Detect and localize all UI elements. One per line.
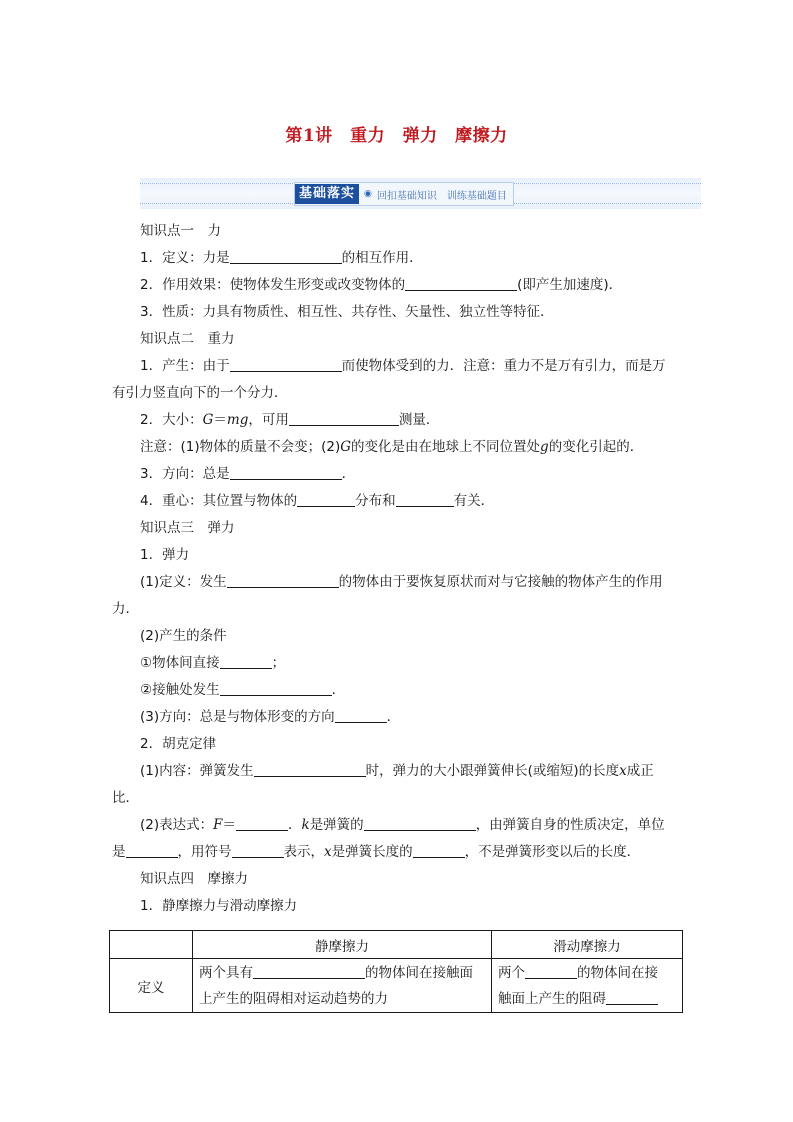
text-line [112, 758, 687, 785]
fill-blank[interactable] [220, 651, 272, 669]
line-text: ，可用 [248, 412, 289, 428]
line-text: 力． [112, 601, 139, 617]
line-text: 的物体间在接触面 [365, 964, 473, 981]
line-text: ． [386, 709, 401, 725]
cell-line [199, 986, 485, 1012]
fill-blank[interactable] [220, 678, 332, 696]
line-text: 而使物体受到的力．注意：重力不是万有引力，而是万 [341, 358, 666, 374]
table-cell [492, 959, 683, 1013]
line-text: 成正 [626, 763, 654, 779]
fill-blank[interactable] [230, 462, 342, 480]
table-cell [193, 959, 492, 1013]
cell-text [492, 960, 682, 1012]
line-text: ； [271, 655, 286, 671]
heading-text: 知识点三 弹力 [140, 520, 235, 536]
line-text: ，不是弹簧形变以后的长度． [464, 844, 641, 860]
fill-blank[interactable] [253, 961, 365, 979]
fill-blank[interactable] [297, 489, 355, 507]
line-text: ＝ [222, 817, 236, 833]
fill-blank[interactable] [230, 354, 342, 372]
text-line [112, 272, 687, 299]
math-var: x [324, 844, 332, 860]
line-text: 分布和 [355, 493, 396, 509]
table-header-cell: 静摩擦力 [193, 931, 492, 959]
line-text: 是弹簧长度的 [331, 844, 413, 860]
fill-blank[interactable] [525, 961, 577, 979]
line-text: 比． [112, 790, 139, 806]
fill-blank[interactable] [405, 273, 517, 291]
line-text: (2)表达式： [140, 817, 214, 833]
text-line [112, 650, 687, 677]
math-var: mg [226, 412, 249, 428]
banner-tag: 基础落实 [295, 184, 359, 204]
line-text: 有关． [453, 493, 495, 509]
fill-blank[interactable] [396, 489, 454, 507]
line-text: (3)方向：总是与物体形变的方向 [140, 709, 335, 725]
fill-blank[interactable] [364, 813, 476, 831]
line-text: 的相互作用． [341, 250, 423, 266]
text-line [112, 407, 687, 434]
math-var: x [619, 763, 627, 779]
table-row [110, 959, 683, 1013]
line-text: 两个具有 [199, 964, 253, 981]
fill-blank[interactable] [236, 813, 288, 831]
heading-text: 知识点四 摩擦力 [140, 871, 248, 887]
fill-blank[interactable] [227, 570, 339, 588]
math-var: F [213, 817, 223, 833]
fill-blank[interactable] [254, 759, 366, 777]
section-heading [112, 515, 687, 542]
heading-text: 知识点二 重力 [140, 331, 235, 347]
friction-table [109, 930, 683, 1013]
line-text: 3．性质：力具有物质性、相互性、共存性、矢量性、独立性等特征． [140, 304, 554, 320]
cell-text [193, 960, 491, 1012]
text-line [112, 893, 687, 920]
section-banner [140, 178, 701, 209]
table-header-cell [110, 931, 193, 959]
fill-blank[interactable] [413, 840, 465, 858]
line-text: ． [341, 466, 356, 482]
text-line [112, 677, 687, 704]
line-text: ． [288, 817, 302, 833]
line-text: ＝ [213, 412, 227, 428]
line-text: 测量． [398, 412, 440, 428]
page-title: 第1讲 重力 弹力 摩擦力 [285, 126, 508, 146]
cell-line [199, 960, 485, 986]
banner-subtitle: 回扣基础知识 训练基础题目 [376, 190, 507, 202]
section-heading [112, 866, 687, 893]
table-header-row [110, 931, 683, 959]
line-text: 1．静摩擦力与滑动摩擦力 [140, 898, 298, 914]
line-text: 的变化引起的． [548, 439, 644, 455]
text-line [112, 299, 687, 326]
line-text: 是 [112, 844, 126, 860]
text-line [112, 623, 687, 650]
line-text: 是弹簧的 [309, 817, 364, 833]
line-text: (2)产生的条件 [140, 628, 227, 644]
cell-line [498, 986, 676, 1012]
banner-badge [294, 182, 514, 206]
text-line [112, 839, 687, 866]
line-text: 时，弹力的大小跟弹簧伸长(或缩短)的长度 [365, 763, 620, 779]
line-text: 2．作用效果：使物体发生形变或改变物体的 [140, 277, 406, 293]
line-text: 有引力竖直向下的一个分力． [112, 385, 288, 401]
text-line [112, 569, 687, 596]
text-line [112, 488, 687, 515]
line-text: 2．大小： [140, 412, 203, 428]
math-var: g [540, 439, 549, 455]
line-text: 3．方向：总是 [140, 466, 230, 482]
table-header-cell: 滑动摩擦力 [492, 931, 683, 959]
cell-line [498, 960, 676, 986]
fill-blank[interactable] [335, 705, 387, 723]
fill-blank[interactable] [606, 987, 658, 1005]
text-line [112, 542, 687, 569]
line-text: 表示， [283, 844, 324, 860]
fill-blank[interactable] [126, 840, 178, 858]
text-line [112, 731, 687, 758]
line-text: 的物体由于要恢复原状而对与它接触的物体产生的作用 [338, 574, 663, 590]
line-text: 4．重心：其位置与物体的 [140, 493, 298, 509]
section-heading [112, 326, 687, 353]
line-text: ②接触处发生 [140, 682, 220, 698]
line-text: 触面上产生的阻碍 [498, 990, 606, 1007]
text-line [112, 434, 687, 461]
line-text: 1．定义：力是 [140, 250, 230, 266]
bullet-icon: ◉ [364, 189, 372, 199]
text-line [112, 245, 687, 272]
line-text: 注意：(1)物体的质量不会变；(2) [140, 439, 341, 455]
math-var: G [202, 412, 214, 428]
text-line [112, 812, 687, 839]
line-text: 两个 [498, 964, 525, 981]
line-text: 1．产生：由于 [140, 358, 230, 374]
fill-blank[interactable] [232, 840, 284, 858]
line-text: 2．胡克定律 [140, 736, 217, 752]
line-text: (即产生加速度)． [517, 277, 623, 293]
text-line [112, 704, 687, 731]
line-text: 的物体间在接 [577, 964, 658, 981]
section-heading [112, 218, 687, 245]
text-line [112, 596, 687, 623]
line-text: 上产生的阻碍相对运动趋势的力 [199, 990, 388, 1007]
text-line [112, 353, 687, 380]
math-var: G [340, 439, 352, 455]
text-line [112, 461, 687, 488]
row-label: 定义 [110, 959, 193, 1013]
line-text: 1．弹力 [140, 547, 190, 563]
line-text: ，由弹簧自身的性质决定，单位 [475, 817, 665, 833]
line-text: 的变化是由在地球上不同位置处 [351, 439, 541, 455]
heading-text: 知识点一 力 [140, 223, 221, 239]
fill-blank[interactable] [289, 408, 399, 426]
text-line [112, 380, 687, 407]
line-text: ①物体间直接 [140, 655, 220, 671]
line-text: ． [331, 682, 346, 698]
line-text: (1)定义：发生 [140, 574, 227, 590]
line-text: (1)内容：弹簧发生 [140, 763, 254, 779]
line-text: ，用符号 [177, 844, 232, 860]
math-var: k [301, 817, 310, 833]
document-body [112, 218, 687, 920]
text-line [112, 785, 687, 812]
fill-blank[interactable] [230, 246, 342, 264]
